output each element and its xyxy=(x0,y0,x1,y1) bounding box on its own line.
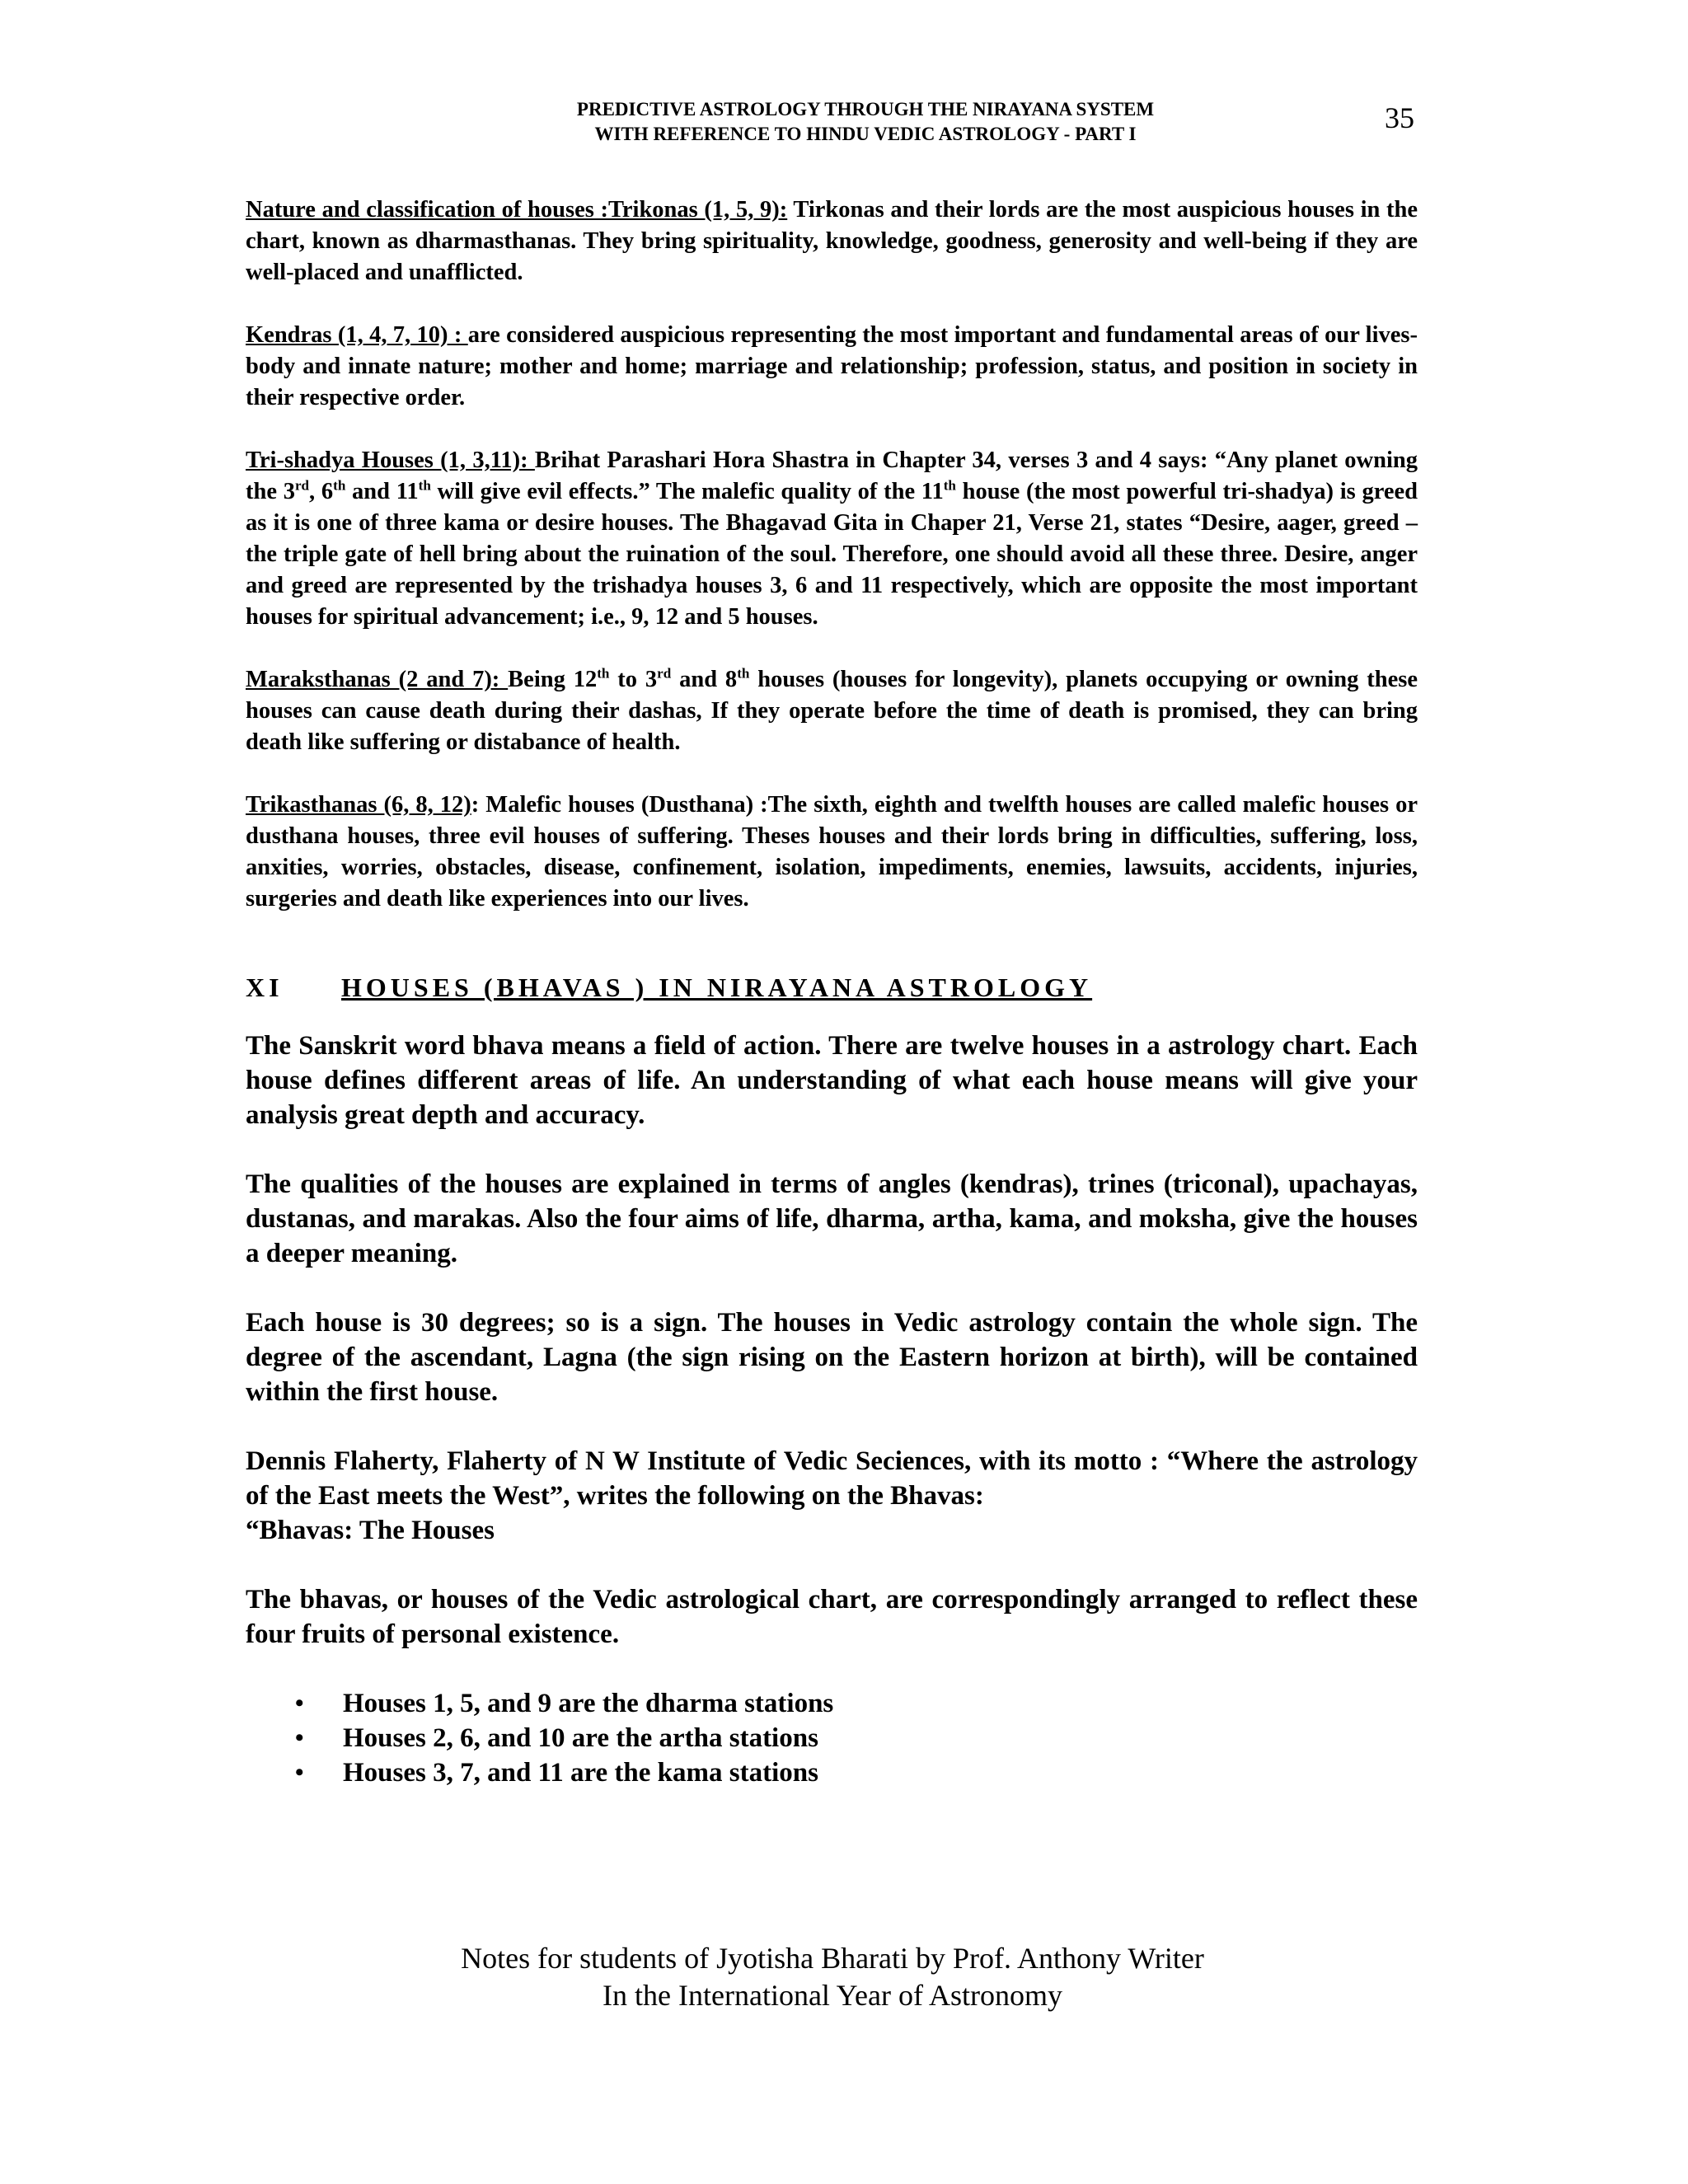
list-item xyxy=(246,1721,1418,1755)
trishadya-sup-1: rd xyxy=(294,477,310,494)
bhavas-quote-title: “Bhavas: The Houses xyxy=(246,1516,495,1545)
trishadya-sup-3: th xyxy=(418,477,431,494)
body-paragraph-house-qualities: The qualities of the houses are explained in terms of angles (kendras), trines (triconal), upachayas, dustanas, and marakas. Also the four aims of life, dharma, artha, kama, and moksha, give the houses a deeper meaning. xyxy=(246,1169,1418,1268)
trishadya-sup-2: th xyxy=(333,477,346,494)
maraksthanas-sup-2: rd xyxy=(657,665,672,682)
trishadya-text-4: will give evil effects.” The malefic quality of the 11 xyxy=(430,479,944,504)
bullet-icon: • xyxy=(295,1759,304,1786)
trishadya-text-3: and 11 xyxy=(345,479,419,504)
trishadya-sup-4: th xyxy=(943,477,956,494)
maraksthanas-text-4: houses (houses for longevity), planets occupying or owning these houses can cause death during their dashas, If they operate before the time of death is promised, they can bring death like suffering or distabance of health. xyxy=(246,667,1418,755)
section-title: HOUSES (BHAVAS ) IN NIRAYANA ASTROLOGY xyxy=(341,972,1093,1002)
running-header xyxy=(412,97,1319,147)
trikasthanas-heading: Trikasthanas (6, 8, 12) xyxy=(246,792,471,818)
maraksthanas-text-2: to 3 xyxy=(609,667,658,692)
flaherty-intro: Dennis Flaherty, Flaherty of N W Institute of Vedic Seciences, with its motto : “Where the astrology of the East meets the West”, writes the following on the Bhavas: xyxy=(246,1446,1418,1511)
trishadya-paragraph xyxy=(246,445,1418,633)
house-classification-section xyxy=(246,194,1418,915)
bullet-icon: • xyxy=(295,1724,304,1751)
list-item xyxy=(246,1755,1418,1790)
maraksthanas-sup-1: th xyxy=(597,665,610,682)
trishadya-text-5: house (the most powerful tri-shadya) is greed as it is one of three kama or desire houses. The Bhagavad Gita in Chaper 21, Verse 21, states “Desire, aager, greed – the triple gate of hell bring about the ruination of the soul. Therefore, one should avoid all these three. Desire, anger and greed are represented by the trishadya houses 3, 6 and 11 respectively, which are opposite the most important houses for spiritual advancement; i.e., 9, 12 and 5 houses. xyxy=(246,479,1418,630)
list-item xyxy=(246,1686,1418,1721)
trishadya-text-2: , 6 xyxy=(309,479,334,504)
page-content xyxy=(246,194,1418,1790)
footer-line-2: In the International Year of Astronomy xyxy=(603,1979,1062,2012)
running-footer xyxy=(247,1940,1418,2014)
list-item-text: Houses 1, 5, and 9 are the dharma stations xyxy=(343,1689,834,1718)
list-item-text: Houses 3, 7, and 11 are the kama stations xyxy=(343,1758,818,1788)
section-heading xyxy=(246,971,1418,1004)
kendras-body: are considered auspicious representing the most important and fundamental areas of our lives- body and innate nature; mother and home; marriage and relationship; profession, status, and position in society in their respective order. xyxy=(246,322,1418,410)
bullet-icon: • xyxy=(295,1690,304,1717)
body-paragraph-four-fruits: The bhavas, or houses of the Vedic astrological chart, are correspondingly arranged to reflect these four fruits of personal existence. xyxy=(246,1585,1418,1649)
list-item-text: Houses 2, 6, and 10 are the artha stations xyxy=(343,1723,818,1753)
house-stations-list xyxy=(246,1686,1418,1790)
body-paragraph-flaherty-quote xyxy=(246,1444,1418,1548)
trikonas-paragraph xyxy=(246,194,1418,288)
page-number: 35 xyxy=(1385,101,1414,134)
trishadya-text-1: Brihat Parashari Hora Shastra in Chapter 34, verses 3 and 4 says: “Any planet owning the 3 xyxy=(246,448,1418,504)
footer-line-1: Notes for students of Jyotisha Bharati by Prof. Anthony Writer xyxy=(461,1942,1204,1975)
header-line-1: PREDICTIVE ASTROLOGY THROUGH THE NIRAYANA SYSTEM xyxy=(576,99,1155,120)
trikasthanas-paragraph xyxy=(246,790,1418,915)
header-line-2: WITH REFERENCE TO HINDU VEDIC ASTROLOGY - PART I xyxy=(594,124,1137,144)
maraksthanas-text-3: and 8 xyxy=(671,667,738,692)
trikonas-heading: Nature and classification of houses :Trikonas (1, 5, 9): xyxy=(246,197,788,223)
trikonas-body: Tirkonas and their lords are the most auspicious houses in the chart, known as dharmasthanas. They bring spirituality, knowledge, goodness, generosity and well-being if they are well-placed and unafflicted. xyxy=(246,197,1418,285)
body-paragraph-bhava-meaning: The Sanskrit word bhava means a field of action. There are twelve houses in a astrology chart. Each house defines different areas of life. An understanding of what each house means will give your analysis great depth and accuracy. xyxy=(246,1031,1418,1130)
maraksthanas-text-1: Being 12 xyxy=(508,667,598,692)
trishadya-heading: Tri-shadya Houses (1, 3,11): xyxy=(246,448,535,473)
body-paragraph-house-degrees: Each house is 30 degrees; so is a sign. The houses in Vedic astrology contain the whole sign. The degree of the ascendant, Lagna (the sign rising on the Eastern horizon at birth), will be contained within the first house. xyxy=(246,1308,1418,1407)
maraksthanas-sup-3: th xyxy=(737,665,750,682)
houses-section-body xyxy=(246,1029,1418,1790)
trikasthanas-body: : Malefic houses (Dusthana) :The sixth, eighth and twelfth houses are called malefic houses or dusthana houses, three evil houses of suffering. Theses houses and their lords bring in difficulties, suffering, loss, anxities, worries, obstacles, disease, confinement, isolation, impediments, enemies, lawsuits, accidents, injuries, surgeries and death like experiences into our lives. xyxy=(246,792,1418,912)
kendras-paragraph xyxy=(246,320,1418,414)
maraksthanas-heading: Maraksthanas (2 and 7): xyxy=(246,667,509,692)
section-number: XI xyxy=(246,972,284,1002)
maraksthanas-paragraph xyxy=(246,664,1418,758)
kendras-heading: Kendras (1, 4, 7, 10) : xyxy=(246,322,468,348)
